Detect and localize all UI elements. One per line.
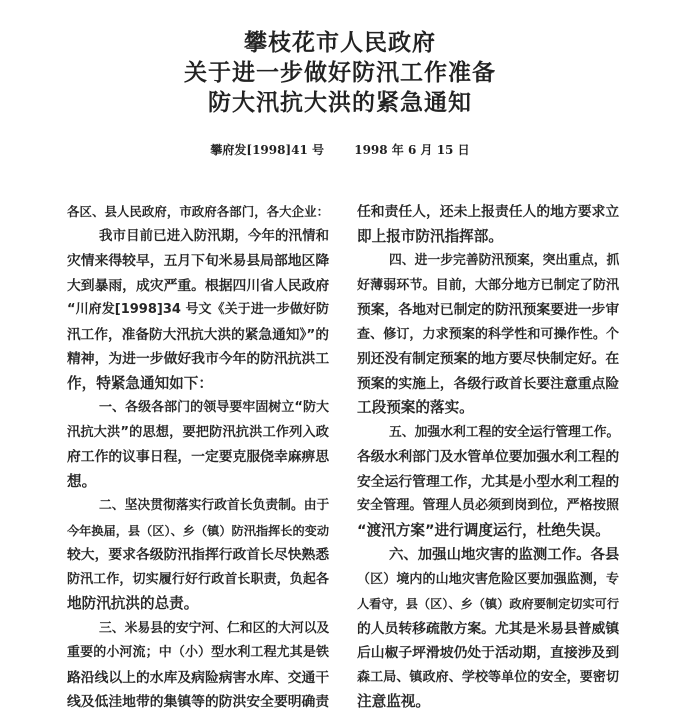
text-line: 四、进一步完善防汛预案，突出重点，抓 — [389, 253, 619, 268]
text-line: 安全管理。管理人员必须到岗到位，严格按照 — [357, 498, 619, 513]
text-line: 汛工作，准备防大汛抗大洪的紧急通知》”的 — [67, 326, 329, 343]
text-line: 府工作的议事日程，一定要克服侥幸麻痹思 — [67, 449, 329, 465]
document-title-line-2: 关于进一步做好防汛工作准备 — [184, 60, 496, 86]
text-line: 防汛工作，切实履行好行政首长职责，负起各 — [67, 571, 329, 587]
text-line: 五、加强水利工程的安全运行管理工作。 — [389, 424, 619, 440]
text-line: 注意监视。 — [357, 693, 430, 710]
document-title-line-3: 防大汛抗大洪的紧急通知 — [208, 90, 472, 116]
text-line: 查、修订，力求预案的科学性和可操作性。个 — [357, 326, 619, 342]
text-line: 各级水利部门及水管单位要加强水利工程的 — [357, 449, 619, 465]
document-date: 1998 年 6 月 15 日 — [354, 143, 470, 157]
text-line: （区）境内的山地灾害危险区要加强监测，专 — [357, 571, 619, 587]
text-line: 灾情来得较早，五月下旬米易县局部地区降 — [67, 253, 329, 269]
text-line: 六、加强山地灾害的监测工作。各县 — [389, 547, 619, 563]
text-line: 今年换届，县（区）、乡（镇）防汛指挥长的变动 — [67, 523, 329, 538]
text-line: 人看守，县（区）、乡（镇）政府要制定切实可行 — [357, 597, 619, 611]
text-line: 一、各级各部门的领导要牢固树立“防大 — [99, 400, 329, 415]
text-line: 各区、县人民政府，市政府各部门，各大企业： — [67, 204, 329, 219]
text-line: 想。 — [67, 472, 97, 490]
text-line: 安全运行管理工作，尤其是小型水利工程的 — [357, 473, 619, 490]
text-line: 地防汛抗洪的总责。 — [67, 595, 199, 612]
text-line: 森工局、镇政府、学校等单位的安全，要密切 — [357, 669, 619, 685]
text-line: 作，特紧急通知如下： — [67, 374, 213, 392]
text-line: 路沿线以上的水库及病险病害水库、交通干 — [67, 669, 329, 686]
text-line: 精神，为进一步做好我市今年的防汛抗洪工 — [67, 351, 329, 367]
text-line: 预案的实施上，各级行政首长要注意重点险 — [357, 375, 619, 392]
body-column-right — [357, 200, 619, 715]
text-line: 我市目前已进入防汛期，今年的汛情和 — [99, 228, 329, 244]
text-line: 工段预案的落实。 — [357, 399, 474, 416]
text-line: 即上报市防汛指挥部。 — [357, 227, 503, 245]
text-line: “川府发[1998]34 号文《关于进一步做好防 — [67, 302, 329, 317]
text-line: 大到暴雨，成灾严重。根据四川省人民政府 — [67, 277, 329, 294]
text-line: “渡汛方案”进行调度运行，杜绝失误。 — [357, 521, 610, 539]
text-line: 较大，要求各级防汛指挥行政首长尽快熟悉 — [67, 547, 329, 563]
text-line: 汛抗大洪”的思想，要把防汛抗洪工作列入政 — [67, 424, 329, 440]
text-line: 线及低洼地带的集镇等的防洪安全要明确责 — [67, 694, 329, 710]
text-line: 的人员转移疏散方案。尤其是米易县普威镇 — [357, 620, 619, 637]
text-line: 重要的小河流；中（小）型水利工程尤其是铁 — [67, 645, 329, 660]
text-line: 别还没有制定预案的地方要尽快制定好。在 — [357, 351, 619, 367]
text-line: 三、米易县的安宁河、仁和区的大河以及 — [99, 620, 329, 636]
text-line: 二、坚决贯彻落实行政首长负责制。由于 — [99, 498, 329, 513]
text-line: 后山椒子坪滑坡仍处于活动期，直接涉及到 — [357, 645, 619, 661]
document-number: 攀府发[1998]41 号 — [210, 143, 325, 157]
text-line: 好薄弱环节。目前，大部分地方已制定了防汛 — [357, 277, 619, 293]
document-title-line-1: 攀枝花市人民政府 — [244, 30, 436, 56]
text-line: 任和责任人，还未上报责任人的地方要求立 — [357, 204, 619, 220]
document-reference-line — [0, 141, 680, 158]
text-line: 预案，各地对已制定的防汛预案要进一步审 — [357, 302, 619, 318]
body-column-left — [67, 200, 329, 715]
